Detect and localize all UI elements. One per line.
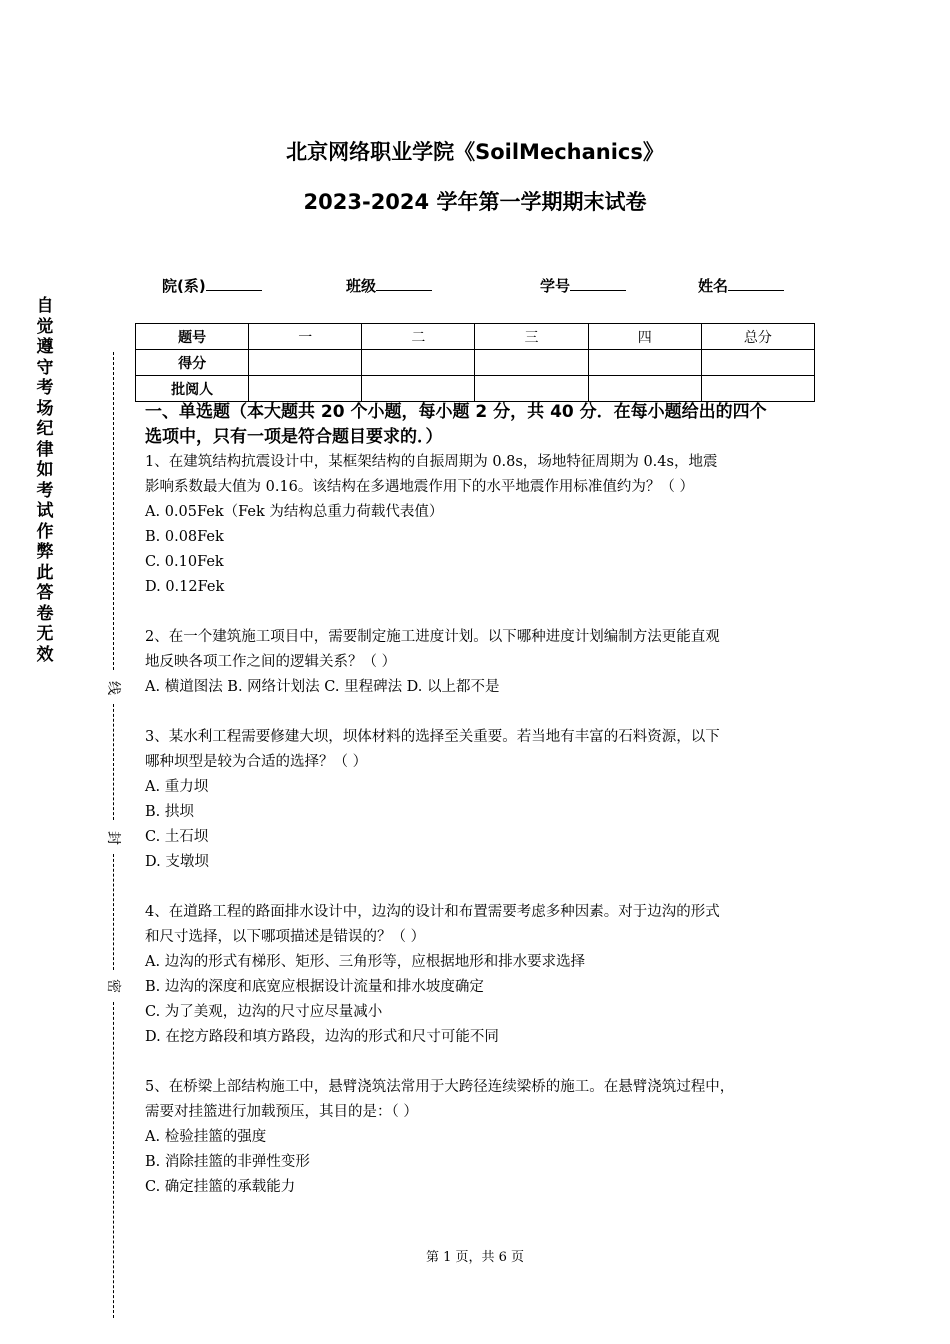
question-2-text: 地反映各项工作之间的逻辑关系？（ ） <box>145 654 397 670</box>
binding-mark-secret: 密 <box>105 979 121 993</box>
side-warning-text: 自觉遵守考场纪律如考试作弊此答卷无效 <box>36 296 54 665</box>
option-b: B. 边沟的深度和底宽应根据设计流量和排水坡度确定 <box>145 979 484 995</box>
info-field-department: 院(系) <box>162 275 262 296</box>
student-id-blank <box>570 276 626 291</box>
question-3-text: 3、某水利工程需要修建大坝，坝体材料的选择至关重要。若当地有丰富的石料资源，以下 <box>145 729 720 745</box>
options-inline: A. 横道图法 B. 网络计划法 C. 里程碑法 D. 以上都不是 <box>145 679 500 695</box>
option-b: B. 0.08Fek <box>145 529 224 545</box>
option-b: B. 消除挂篮的非弹性变形 <box>145 1154 310 1170</box>
score-header-cell: 题号 <box>136 324 249 350</box>
option-c: C. 土石坝 <box>145 829 209 845</box>
grader-cell <box>588 376 701 402</box>
option-d: D. 支墩坝 <box>145 854 209 870</box>
score-cell <box>701 350 814 376</box>
binding-dashed-line <box>113 854 114 970</box>
department-blank <box>206 276 262 291</box>
option-a: A. 0.05Fek（Fek 为结构总重力荷载代表值） <box>145 504 444 520</box>
class-blank <box>376 276 432 291</box>
exam-title-line1: 北京网络职业学院《SoilMechanics》 <box>286 140 664 164</box>
score-cell <box>249 350 362 376</box>
score-table-header-row <box>136 324 815 350</box>
binding-dashed-line <box>113 704 114 820</box>
info-field-student-id: 学号 <box>540 275 626 296</box>
option-d: D. 在挖方路段和填方路段，边沟的形式和尺寸可能不同 <box>145 1029 499 1045</box>
question-4-text: 4、在道路工程的路面排水设计中，边沟的设计和布置需要考虑多种因素。对于边沟的形式 <box>145 904 720 920</box>
option-a: A. 边沟的形式有梯形、矩形、三角形等，应根据地形和排水要求选择 <box>145 954 586 970</box>
option-d: D. 0.12Fek <box>145 579 225 595</box>
grader-cell <box>701 376 814 402</box>
score-row <box>136 350 815 376</box>
question-3-text: 哪种坝型是较为合适的选择？（ ） <box>145 754 368 770</box>
grader-row <box>136 376 815 402</box>
score-cell <box>362 350 475 376</box>
option-b: B. 拱坝 <box>145 804 194 820</box>
grader-row-label: 批阅人 <box>136 376 249 402</box>
section-heading: 一、单选题（本大题共 20 个小题，每小题 2 分，共 40 分．在每小题给出的四个 <box>145 402 767 422</box>
question-5-text: 5、在桥梁上部结构施工中，悬臂浇筑法常用于大跨径连续梁桥的施工。在悬臂浇筑过程中， <box>145 1079 735 1095</box>
question-5-text: 需要对挂篮进行加载预压，其目的是：（ ） <box>145 1104 418 1120</box>
binding-dashed-line <box>113 1002 114 1318</box>
score-cell <box>588 350 701 376</box>
score-header-cell: 四 <box>588 324 701 350</box>
info-field-name: 姓名 <box>698 275 784 296</box>
page-number: 第 1 页，共 6 页 <box>425 1250 525 1265</box>
score-header-cell: 三 <box>475 324 588 350</box>
option-a: A. 检验挂篮的强度 <box>145 1129 267 1145</box>
binding-dashed-line <box>113 352 114 670</box>
grader-cell <box>249 376 362 402</box>
question-content <box>145 400 825 1200</box>
option-c: C. 0.10Fek <box>145 554 224 570</box>
info-field-class: 班级 <box>346 275 432 296</box>
question-2-text: 2、在一个建筑施工项目中，需要制定施工进度计划。以下哪种进度计划编制方法更能直观 <box>145 629 720 645</box>
grader-cell <box>475 376 588 402</box>
score-header-cell: 一 <box>249 324 362 350</box>
name-blank <box>728 276 784 291</box>
score-table <box>135 323 815 402</box>
binding-mark-seal: 封 <box>105 831 121 845</box>
option-a: A. 重力坝 <box>145 779 209 795</box>
grader-cell <box>362 376 475 402</box>
score-cell <box>475 350 588 376</box>
option-c: C. 确定挂篮的承载能力 <box>145 1179 296 1195</box>
score-header-cell: 二 <box>362 324 475 350</box>
score-row-label: 得分 <box>136 350 249 376</box>
score-header-cell: 总分 <box>701 324 814 350</box>
question-1-text: 1、在建筑结构抗震设计中，某框架结构的自振周期为 0.8s，场地特征周期为 0.4s，地震 <box>145 454 718 470</box>
option-c: C. 为了美观，边沟的尺寸应尽量减小 <box>145 1004 383 1020</box>
exam-title-line2: 2023-2024 学年第一学期期末试卷 <box>303 190 647 214</box>
question-4-text: 和尺寸选择，以下哪项描述是错误的？（ ） <box>145 929 426 945</box>
binding-mark-line: 线 <box>105 681 121 695</box>
section-heading: 选项中，只有一项是符合题目要求的．） <box>145 427 443 447</box>
question-1-text: 影响系数最大值为 0.16。该结构在多遇地震作用下的水平地震作用标准值约为？（ ） <box>145 479 695 495</box>
